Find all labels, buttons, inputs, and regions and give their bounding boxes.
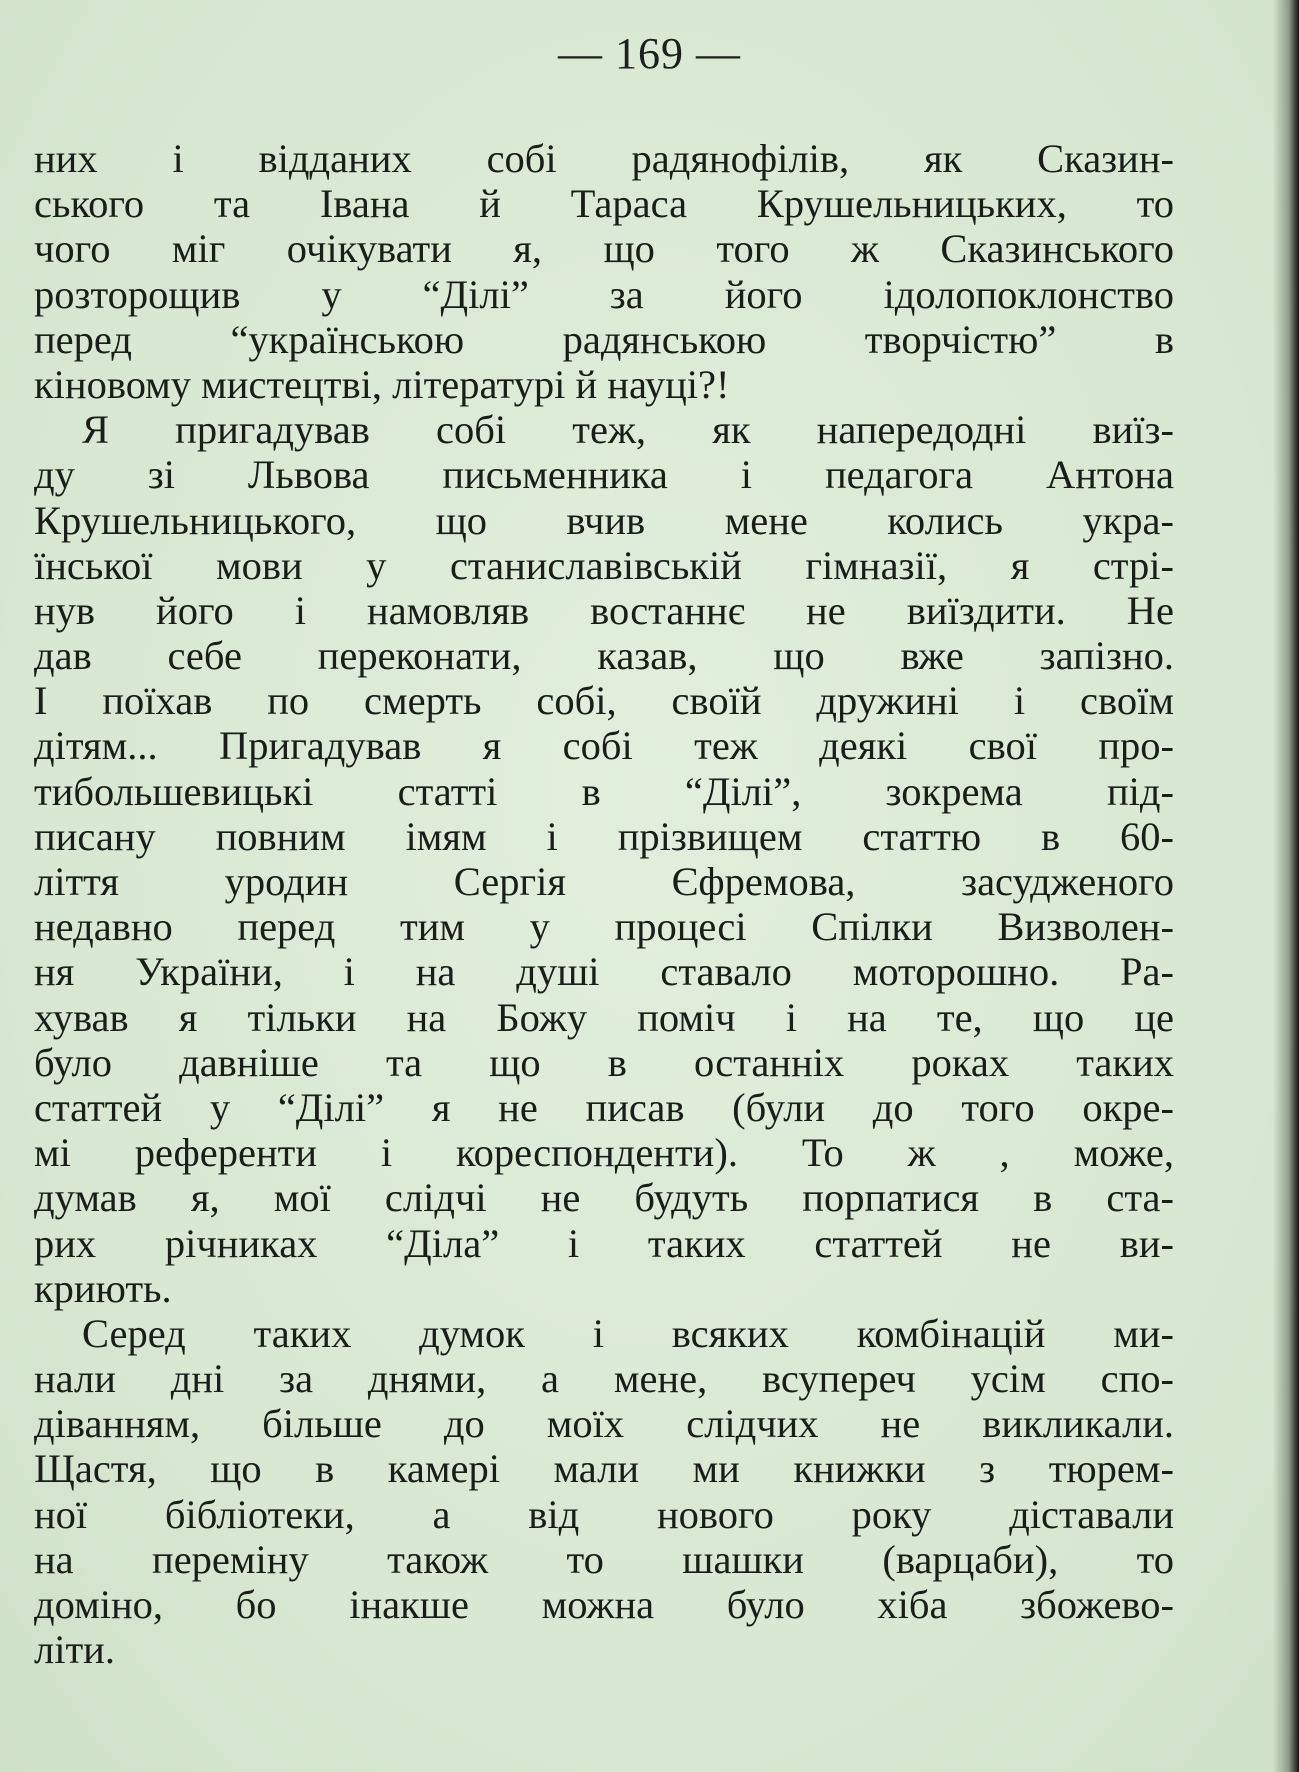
text-line: розторощив у “Ділі” за його ідолопоклонство — [34, 271, 1174, 317]
text-line: Крушельницького, що вчив мене колись укра- — [34, 497, 1174, 543]
paragraph — [34, 1311, 1174, 1673]
page-edge-shadow — [1273, 0, 1299, 1772]
text-line: криють. — [34, 1265, 172, 1311]
body-text — [34, 136, 1174, 1672]
text-line: ня України, і на душі ставало моторошно. Ра- — [34, 949, 1174, 995]
text-line: мі референти і кореспонденти). То ж , може, — [34, 1130, 1174, 1176]
text-line: недавно перед тим у процесі Спілки Визволен- — [34, 904, 1174, 950]
text-line: дітям... Пригадував я собі теж деякі свої про- — [34, 723, 1174, 769]
text-line: діванням, більше до моїх слідчих не викликали. — [34, 1401, 1174, 1447]
text-line: нув його і намовляв востаннє не виїздити. Не — [34, 587, 1174, 633]
text-line: Серед таких думок і всяких комбінацій ми- — [82, 1310, 1174, 1356]
text-line: доміно, бо інакше можна було хіба збожево- — [34, 1582, 1174, 1627]
text-line: І поїхав по смерть собі, своїй дружині і своїм — [34, 678, 1174, 724]
text-line: перед “українською радянською творчістю” в — [34, 316, 1174, 362]
text-line: Я пригадував собі теж, як напередодні виїз- — [82, 407, 1174, 453]
text-line: дав себе переконати, казав, що вже запізно. — [34, 633, 1174, 679]
text-line: ної бібліотеки, а від нового року діставали — [34, 1491, 1174, 1537]
paragraph — [34, 407, 1174, 1311]
text-line: кіновому мистецтві, літературі й науці?! — [34, 361, 730, 407]
text-line: їнської мови у станиславівській гімназії, я стрі- — [34, 542, 1174, 588]
text-line: рих річниках “Діла” і таких статтей не ви- — [34, 1220, 1174, 1266]
text-line: Щастя, що в камері мали ми книжки з тюрем- — [34, 1446, 1174, 1492]
text-line: було давніше та що в останніх роках таких — [34, 1039, 1174, 1085]
text-line: думав я, мої слідчі не будуть порпатися в ста- — [34, 1175, 1174, 1221]
text-line: на переміну також то шашки (варцаби), то — [34, 1536, 1174, 1582]
text-line: них і відданих собі радянофілів, як Сказин- — [34, 136, 1174, 181]
text-line: чого міг очікувати я, що того ж Сказинського — [34, 226, 1174, 272]
text-line: тибольшевицькі статті в “Ділі”, зокрема під- — [34, 768, 1174, 814]
text-line: ського та Івана й Тараса Крушельницьких, то — [34, 181, 1174, 227]
text-line: ду зі Львова письменника і педагога Антона — [34, 452, 1174, 498]
text-line: літи. — [34, 1627, 115, 1673]
text-line: нали дні за днями, а мене, всупереч усім спо- — [34, 1356, 1174, 1402]
text-line: писану повним імям і прізвищем статтю в 60- — [34, 813, 1174, 859]
page-number: — 169 — — [558, 29, 741, 78]
paragraph — [34, 136, 1174, 407]
text-line: ліття уродин Сергія Єфремова, засудженого — [34, 859, 1174, 904]
text-line: хував я тільки на Божу поміч і на те, що це — [34, 994, 1174, 1040]
text-line: статтей у “Ділі” я не писав (були до того окре- — [34, 1084, 1174, 1130]
